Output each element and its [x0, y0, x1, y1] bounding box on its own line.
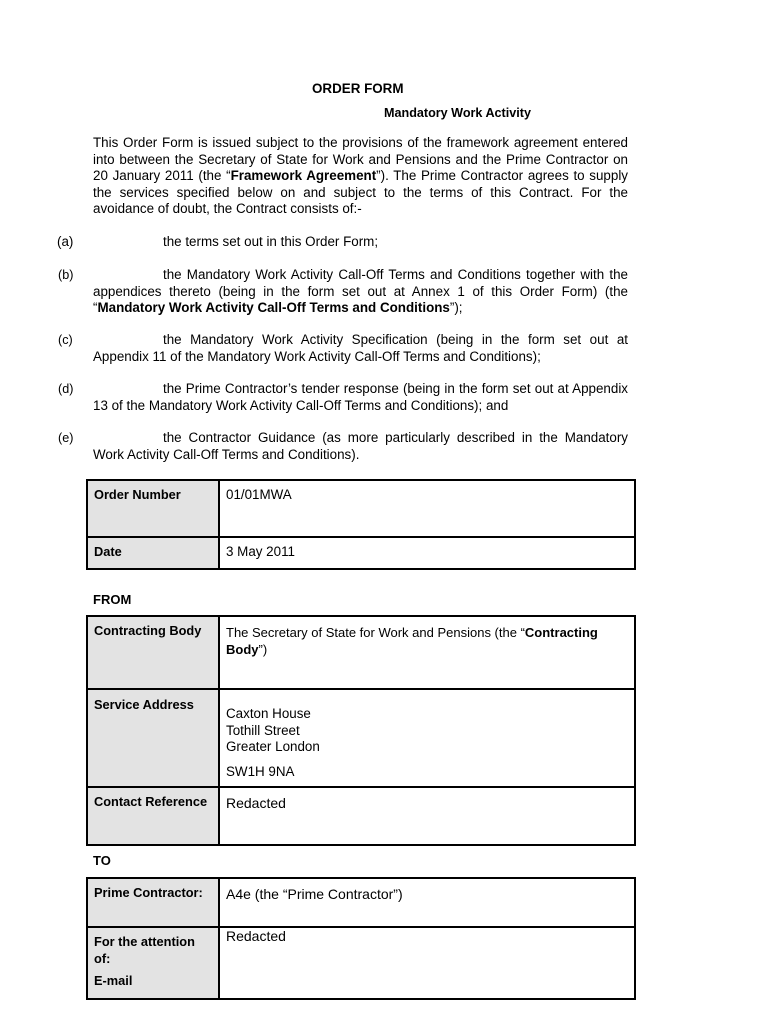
item-a-text: the terms set out in this Order Form; — [163, 234, 379, 249]
item-b-paragraph — [93, 267, 628, 317]
intro-paragraph — [93, 135, 628, 218]
contact-reference-label: Contact Reference — [87, 787, 219, 845]
from-section-label: FROM — [93, 592, 132, 607]
contracting-body-text-1: The Secretary of State for Work and Pensions (the “ — [226, 625, 525, 640]
item-b-text-1: the Mandatory Work Activity Call-Off Terms and Conditions together with the appendices thereto (being in the form set out at Annex 1 of this Order Form) (the “ — [93, 267, 628, 315]
intro-text-1: This Order Form is issued subject to the provisions of the framework agreement entered into between the Secretary of State for Work and Pensions and the Prime Contractor on 20 January 2011 (the “ — [93, 135, 628, 183]
document-title: ORDER FORM — [312, 81, 404, 96]
document-subtitle: Mandatory Work Activity — [384, 106, 531, 120]
contracting-body-value — [219, 616, 635, 689]
prime-contractor-label: Prime Contractor: — [87, 878, 219, 927]
contracting-body-text-2: ”) — [258, 641, 268, 657]
item-d-marker: (d) — [58, 382, 74, 396]
item-c-marker: (c) — [58, 333, 73, 347]
order-details-table — [86, 479, 636, 570]
to-details-table — [86, 877, 636, 1000]
order-number-value: 01/01MWA — [219, 480, 635, 537]
to-section-label: TO — [93, 853, 111, 868]
item-b-text-2: ”); — [449, 300, 463, 315]
date-label: Date — [87, 537, 219, 569]
service-address-row — [87, 689, 635, 787]
item-c-text: the Mandatory Work Activity Specification (being in the form set out at Appendix 11 of the Mandatory Work Activity Call-Off Terms and Conditions); — [93, 332, 628, 364]
item-e-paragraph — [93, 430, 628, 463]
intro-text-2: ”). The Prime Contractor agrees to supply the services specified below on and subject to the terms of this Contract. For the avoidance of doubt, the Contract consists of:- — [93, 168, 628, 216]
item-d-paragraph — [93, 381, 628, 414]
service-address-label: Service Address — [87, 689, 219, 787]
attention-value: Redacted — [219, 927, 635, 999]
item-e-marker: (e) — [58, 431, 74, 445]
order-number-row — [87, 480, 635, 537]
prime-contractor-row — [87, 878, 635, 927]
contact-reference-row — [87, 787, 635, 845]
contracting-body-bold-term: Contracting Body — [226, 625, 598, 657]
prime-contractor-value: A4e (the “Prime Contractor”) — [219, 878, 635, 927]
item-a-marker: (a) — [57, 234, 74, 249]
email-label: E-mail — [94, 973, 133, 988]
item-b-marker: (b) — [58, 268, 74, 282]
date-row — [87, 537, 635, 569]
service-address-value — [219, 689, 635, 787]
address-line-2: Tothill Street — [226, 722, 300, 738]
attention-label: For the attention of: — [94, 934, 195, 966]
order-number-label: Order Number — [87, 480, 219, 537]
address-line-1: Caxton House — [226, 706, 311, 721]
item-c-paragraph — [93, 332, 628, 365]
contracting-body-row — [87, 616, 635, 689]
item-b-bold-term: Mandatory Work Activity Call-Off Terms and Conditions — [97, 300, 450, 315]
intro-bold-term: Framework Agreement — [230, 168, 377, 183]
item-a-paragraph — [93, 234, 628, 251]
date-value: 3 May 2011 — [219, 537, 635, 569]
attention-label-cell — [87, 927, 219, 999]
contracting-body-label: Contracting Body — [87, 616, 219, 689]
address-postcode: SW1H 9NA — [226, 763, 295, 779]
from-details-table — [86, 615, 636, 846]
attention-row — [87, 927, 635, 999]
address-line-3: Greater London — [226, 739, 320, 754]
contact-reference-value: Redacted — [219, 787, 635, 845]
item-e-text: the Contractor Guidance (as more particularly described in the Mandatory Work Activity Call-Off Terms and Conditions). — [93, 430, 628, 462]
item-d-text: the Prime Contractor’s tender response (being in the form set out at Appendix 13 of the Mandatory Work Activity Call-Off Terms and Conditions); and — [93, 381, 628, 413]
